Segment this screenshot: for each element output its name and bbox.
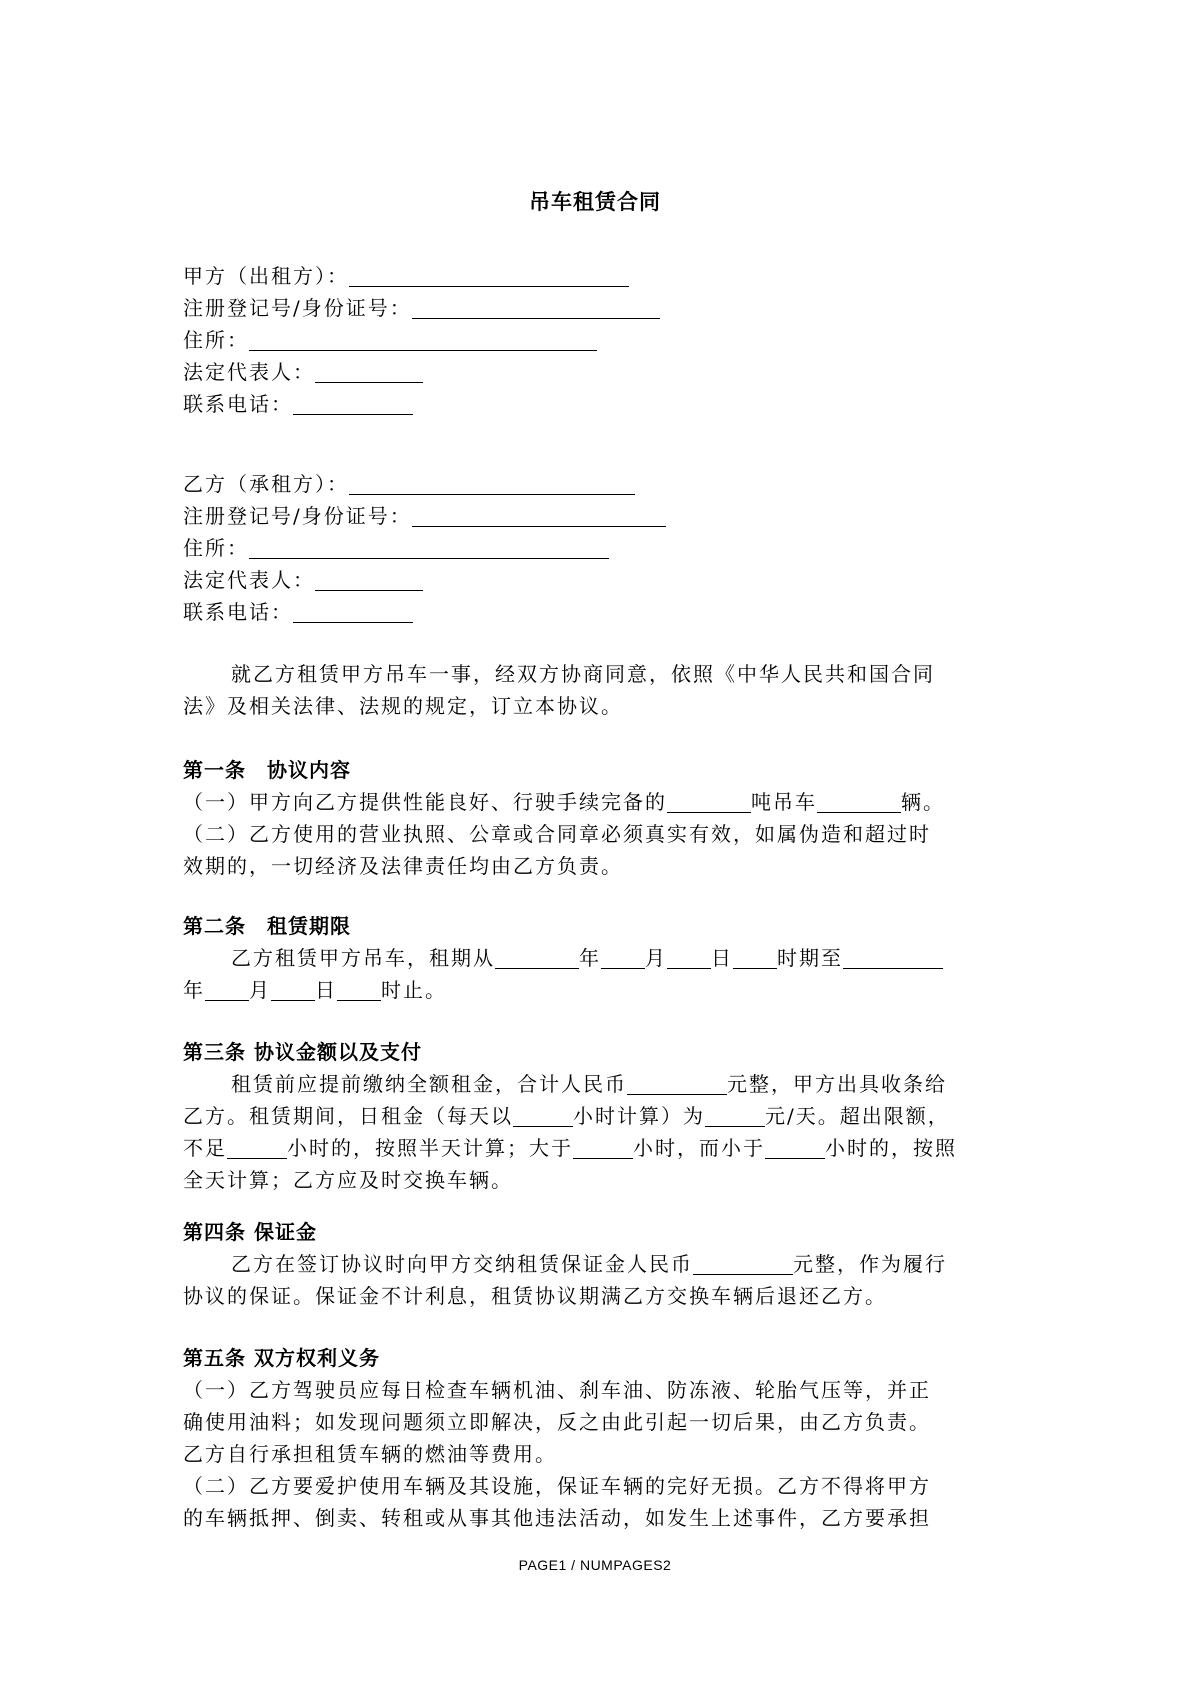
deposit-blank[interactable] bbox=[693, 1252, 793, 1275]
end-day-blank[interactable] bbox=[271, 978, 315, 1001]
article-3-line-4: 全天计算；乙方应及时交换车辆。 bbox=[183, 1168, 513, 1192]
party-a-rep-label: 法定代表人： bbox=[183, 360, 315, 384]
article-3-text: 小时计算）为 bbox=[573, 1104, 705, 1128]
article-5-line-2: 确使用油料；如发现问题须立即解决，反之由此引起一切后果，由乙方负责。 bbox=[183, 1410, 931, 1434]
article-5 bbox=[183, 1342, 1015, 1534]
tonnage-blank[interactable] bbox=[667, 790, 751, 813]
document-title: 吊车租赁合同 bbox=[529, 189, 661, 214]
start-month-blank[interactable] bbox=[601, 946, 645, 969]
article-4-text: 元整，作为履行 bbox=[793, 1252, 947, 1276]
preamble-line-1: 就乙方租赁甲方吊车一事，经双方协商同意，依照《中华人民共和国合同 bbox=[231, 662, 935, 686]
party-a-section bbox=[183, 260, 1015, 420]
article-4 bbox=[183, 1216, 1015, 1312]
hour-end-label: 时止。 bbox=[381, 978, 447, 1002]
party-a-name-blank[interactable] bbox=[349, 264, 629, 287]
article-3-text: 小时的，按照 bbox=[825, 1136, 957, 1160]
end-month-blank[interactable] bbox=[205, 978, 249, 1001]
party-b-label: 乙方（承租方）： bbox=[183, 472, 349, 496]
day-label: 日 bbox=[711, 946, 733, 970]
article-2 bbox=[183, 910, 1015, 1006]
article-3-heading: 第三条 协议金额以及支付 bbox=[183, 1040, 422, 1064]
article-4-heading: 第四条 保证金 bbox=[183, 1220, 317, 1244]
article-3-text: 租赁前应提前缴纳全额租金，合计人民币 bbox=[231, 1072, 627, 1096]
end-hour-blank[interactable] bbox=[337, 978, 381, 1001]
start-year-blank[interactable] bbox=[495, 946, 579, 969]
article-3-text: 不足 bbox=[183, 1136, 227, 1160]
party-b-address-blank[interactable] bbox=[249, 536, 609, 559]
party-a-reg-label: 注册登记号/身份证号： bbox=[183, 296, 412, 320]
article-3-text: 乙方。租赁期间，日租金（每天以 bbox=[183, 1104, 513, 1128]
article-3-line-2 bbox=[183, 1100, 1015, 1132]
article-5-line-5: 的车辆抵押、倒卖、转租或从事其他违法活动，如发生上述事件，乙方要承担 bbox=[183, 1506, 931, 1530]
article-5-heading: 第五条 双方权利义务 bbox=[183, 1346, 380, 1370]
party-b-phone-blank[interactable] bbox=[293, 600, 413, 623]
article-5-line-1: （一）乙方驾驶员应每日检查车辆机油、刹车油、防冻液、轮胎气压等，并正 bbox=[183, 1378, 931, 1402]
party-b-address-label: 住所： bbox=[183, 536, 249, 560]
daily-hours-blank[interactable] bbox=[513, 1104, 573, 1127]
party-a-label: 甲方（出租方）： bbox=[183, 264, 349, 288]
article-2-line-2 bbox=[183, 974, 1015, 1006]
month-label: 月 bbox=[249, 978, 271, 1002]
party-a-phone-blank[interactable] bbox=[293, 392, 413, 415]
article-4-line-2: 协议的保证。保证金不计利息，租赁协议期满乙方交换车辆后退还乙方。 bbox=[183, 1284, 887, 1308]
article-5-line-4: （二）乙方要爱护使用车辆及其设施，保证车辆的完好无损。乙方不得将甲方 bbox=[183, 1474, 931, 1498]
party-a-rep-blank[interactable] bbox=[315, 360, 423, 383]
end-year-blank[interactable] bbox=[843, 946, 943, 969]
article-1-item-1-text-c: 辆。 bbox=[901, 790, 945, 814]
party-b-rep-label: 法定代表人： bbox=[183, 568, 315, 592]
party-a-rep-line bbox=[183, 356, 1015, 388]
party-b-address-line bbox=[183, 532, 1015, 564]
article-2-line-1 bbox=[183, 942, 1015, 974]
article-1-item-1-text-a: （一）甲方向乙方提供性能良好、行驶手续完备的 bbox=[183, 790, 667, 814]
party-a-reg-blank[interactable] bbox=[412, 296, 660, 319]
party-a-address-label: 住所： bbox=[183, 328, 249, 352]
party-b-name-line bbox=[183, 468, 1015, 500]
lease-period-text: 乙方租赁甲方吊车，租期从 bbox=[231, 946, 495, 970]
article-3 bbox=[183, 1036, 1015, 1196]
party-b-rep-line bbox=[183, 564, 1015, 596]
half-day-hours-blank[interactable] bbox=[227, 1136, 287, 1159]
total-rent-blank[interactable] bbox=[627, 1072, 727, 1095]
party-b-rep-blank[interactable] bbox=[315, 568, 423, 591]
preamble-line-2: 法》及相关法律、法规的规定，订立本协议。 bbox=[183, 694, 623, 718]
article-3-text: 小时的，按照半天计算；大于 bbox=[287, 1136, 573, 1160]
party-a-address-line bbox=[183, 324, 1015, 356]
party-a-phone-line bbox=[183, 388, 1015, 420]
year-label: 年 bbox=[183, 978, 205, 1002]
article-3-line-1 bbox=[183, 1068, 1015, 1100]
max-hours-blank[interactable] bbox=[765, 1136, 825, 1159]
party-a-address-blank[interactable] bbox=[249, 328, 597, 351]
article-3-text: 元/天。超出限额， bbox=[765, 1104, 950, 1128]
party-b-phone-line bbox=[183, 596, 1015, 628]
article-3-text: 元整，甲方出具收条给 bbox=[727, 1072, 947, 1096]
article-1-heading: 第一条 协议内容 bbox=[183, 758, 351, 782]
article-3-text: 小时，而小于 bbox=[633, 1136, 765, 1160]
hour-to-label: 时期至 bbox=[777, 946, 843, 970]
article-1-item-1 bbox=[183, 786, 1015, 818]
party-b-name-blank[interactable] bbox=[349, 472, 635, 495]
party-a-name-line bbox=[183, 260, 1015, 292]
party-a-reg-line bbox=[183, 292, 1015, 324]
article-3-line-3 bbox=[183, 1132, 1015, 1164]
article-5-line-3: 乙方自行承担租赁车辆的燃油等费用。 bbox=[183, 1442, 557, 1466]
day-label: 日 bbox=[315, 978, 337, 1002]
vehicle-count-blank[interactable] bbox=[817, 790, 901, 813]
party-b-phone-label: 联系电话： bbox=[183, 600, 293, 624]
party-b-reg-line bbox=[183, 500, 1015, 532]
article-2-heading: 第二条 租赁期限 bbox=[183, 914, 351, 938]
start-hour-blank[interactable] bbox=[733, 946, 777, 969]
article-1-item-2-line-2: 效期的，一切经济及法律责任均由乙方负责。 bbox=[183, 854, 623, 878]
year-label: 年 bbox=[579, 946, 601, 970]
month-label: 月 bbox=[645, 946, 667, 970]
preamble bbox=[183, 658, 1015, 722]
article-1 bbox=[183, 754, 1015, 882]
page-footer: PAGE1 / NUMPAGES2 bbox=[518, 1557, 672, 1573]
party-b-reg-blank[interactable] bbox=[412, 504, 666, 527]
party-b-section bbox=[183, 468, 1015, 628]
start-day-blank[interactable] bbox=[667, 946, 711, 969]
article-4-line-1 bbox=[183, 1248, 1015, 1280]
party-b-reg-label: 注册登记号/身份证号： bbox=[183, 504, 412, 528]
min-hours-blank[interactable] bbox=[573, 1136, 633, 1159]
party-a-phone-label: 联系电话： bbox=[183, 392, 293, 416]
article-1-item-1-text-b: 吨吊车 bbox=[751, 790, 817, 814]
article-4-text: 乙方在签订协议时向甲方交纳租赁保证金人民币 bbox=[231, 1252, 693, 1276]
daily-rent-blank[interactable] bbox=[705, 1104, 765, 1127]
article-1-item-2-line-1: （二）乙方使用的营业执照、公章或合同章必须真实有效，如属伪造和超过时 bbox=[183, 822, 931, 846]
